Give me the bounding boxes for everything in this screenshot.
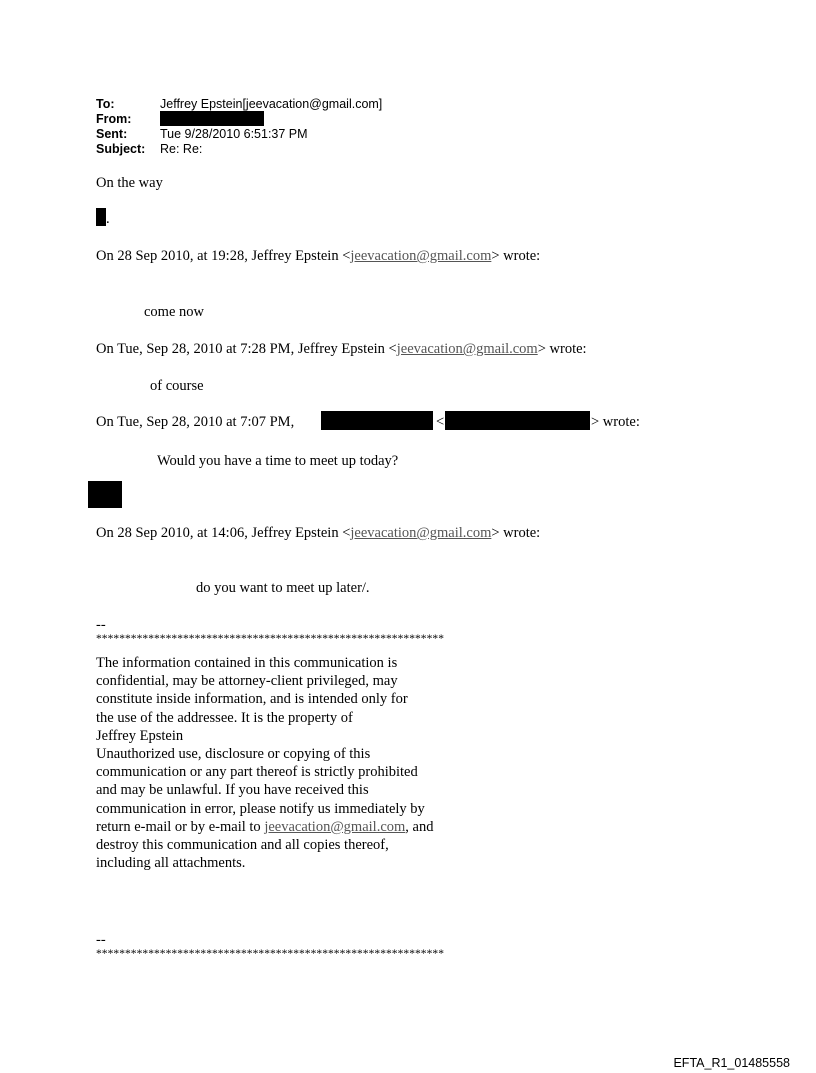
disclaimer-line: and may be unlawful. If you have received this xyxy=(96,782,369,799)
quote-header-3-prefix: On Tue, Sep 28, 2010 at 7:07 PM, xyxy=(96,414,295,430)
disclaimer-email-link[interactable]: jeevacation@gmail.com xyxy=(264,818,406,835)
sender-email-redaction xyxy=(445,411,590,430)
quote-header-2 xyxy=(96,340,587,358)
quote-header-1-email-link[interactable]: jeevacation@gmail.com xyxy=(350,248,492,264)
disclaimer-line: confidential, may be attorney-client privileged, may xyxy=(96,673,398,690)
disclaimer-return-line xyxy=(96,818,496,836)
signature-stars-1: ************************************************************ xyxy=(96,633,444,645)
from-redaction xyxy=(160,111,264,126)
signature-stars-2: ************************************************************ xyxy=(96,948,444,960)
message-meet-today: Would you have a time to meet up today? xyxy=(157,453,399,469)
confidentiality-disclaimer xyxy=(96,654,496,872)
period-text: . xyxy=(106,211,110,227)
quote-header-4-suffix: > wrote: xyxy=(491,525,541,541)
quote-header-2-prefix: On Tue, Sep 28, 2010 at 7:28 PM, Jeffrey Epstein < xyxy=(96,341,397,357)
to-label: To: xyxy=(96,97,115,111)
disclaimer-line: the use of the addressee. It is the property of xyxy=(96,709,353,726)
quote-header-4-prefix: On 28 Sep 2010, at 14:06, Jeffrey Epstein < xyxy=(96,525,351,541)
sent-value: Tue 9/28/2010 6:51:37 PM xyxy=(160,127,308,141)
from-label: From: xyxy=(96,112,132,126)
message-meet-later: do you want to meet up later/. xyxy=(196,580,370,596)
disclaimer-line: Jeffrey Epstein xyxy=(96,727,184,744)
disclaimer-line: including all attachments. xyxy=(96,855,246,872)
sender-name-redaction xyxy=(321,411,433,430)
subject-value: Re: Re: xyxy=(160,142,203,156)
message-come-now: come now xyxy=(144,304,204,320)
subject-label: Subject: xyxy=(96,142,146,156)
quote-header-4 xyxy=(96,524,540,542)
disclaimer-line: communication in error, please notify us immediately by xyxy=(96,800,425,817)
quote-header-1-suffix: > wrote: xyxy=(491,248,541,264)
disclaimer-line: The information contained in this communication is xyxy=(96,655,398,671)
quote-header-3-suffix: > wrote: xyxy=(591,414,640,430)
return-suffix: , and xyxy=(405,818,434,835)
signature-dash-1: -- xyxy=(96,617,106,633)
block-redaction xyxy=(88,481,122,508)
quote-header-1-prefix: On 28 Sep 2010, at 19:28, Jeffrey Epstein < xyxy=(96,248,351,264)
disclaimer-line: communication or any part thereof is strictly prohibited xyxy=(96,764,418,781)
signature-dash-2: -- xyxy=(96,932,106,948)
disclaimer-line: constitute inside information, and is intended only for xyxy=(96,691,408,708)
quote-header-2-suffix: > wrote: xyxy=(537,341,587,357)
disclaimer-line: Unauthorized use, disclosure or copying of this xyxy=(96,746,371,763)
sent-label: Sent: xyxy=(96,127,128,141)
quote-header-4-email-link[interactable]: jeevacation@gmail.com xyxy=(350,525,492,541)
document-id: EFTA_R1_01485558 xyxy=(673,1056,790,1070)
quote-header-2-email-link[interactable]: jeevacation@gmail.com xyxy=(396,341,538,357)
return-prefix: return e-mail or by e-mail to xyxy=(96,818,265,835)
signature-redaction xyxy=(96,208,106,226)
message-on-the-way: On the way xyxy=(96,175,163,191)
to-value: Jeffrey Epstein[jeevacation@gmail.com] xyxy=(160,97,383,111)
message-of-course: of course xyxy=(150,378,204,394)
quote-header-3-lt: < xyxy=(436,414,445,430)
disclaimer-line: destroy this communication and all copies thereof, xyxy=(96,837,389,854)
quote-header-1 xyxy=(96,247,540,265)
